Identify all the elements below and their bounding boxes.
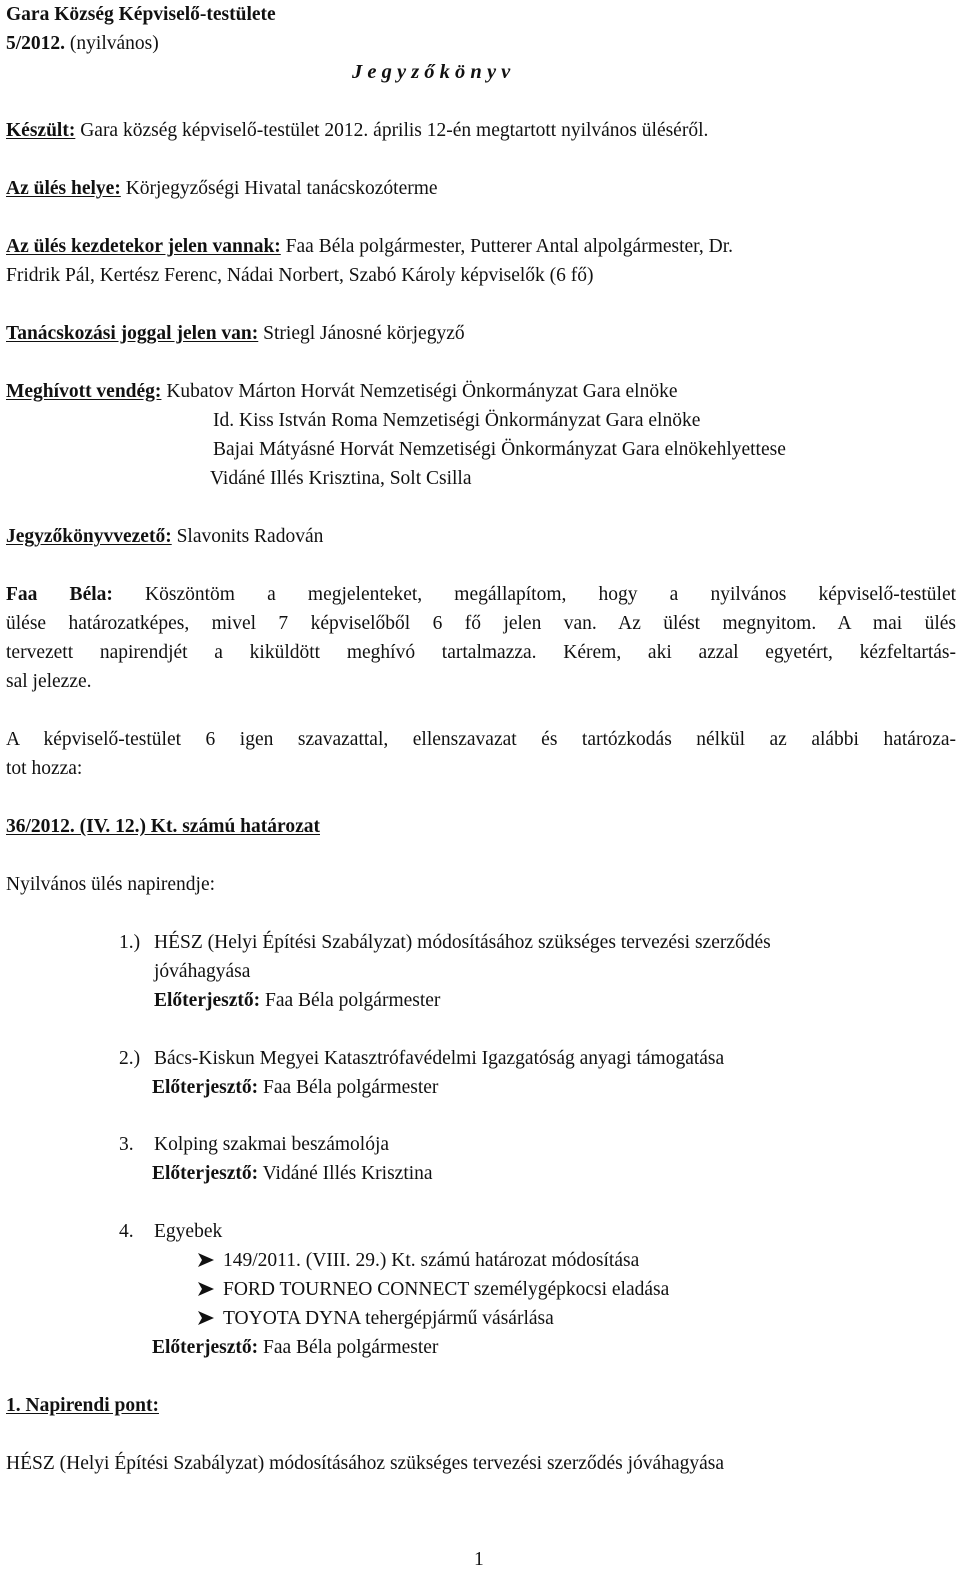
agenda-item-4-sub-1 — [197, 1246, 639, 1275]
sub-item-text: 149/2011. (VIII. 29.) Kt. számú határozat módosítása — [223, 1250, 640, 1271]
presenter-label: Előterjesztő: — [152, 1337, 259, 1358]
minutes-number-value: 5/2012. — [6, 33, 66, 54]
guests-label: Meghívott vendég: — [6, 381, 162, 402]
vote-line-1: A képviselő-testület 6 igen szavazattal, ellenszavazat és tartózkodás nélkül az alábbi határoza- — [6, 729, 956, 750]
guests-line-1 — [6, 377, 677, 406]
recorder-value: Slavonits Radován — [176, 526, 324, 547]
presenter-label: Előterjesztő: — [152, 1163, 259, 1184]
prepared-value: Gara község képviselő-testület 2012. április 12-én megtartott nyilvános üléséről. — [80, 120, 709, 141]
agenda-item-1-title-2: jóváhagyása — [154, 961, 251, 982]
agenda-item-4-sub-3 — [197, 1304, 554, 1333]
recorder-label: Jegyzőkönyvvezető: — [6, 526, 172, 547]
presenter-name: Faa Béla polgármester — [262, 1337, 439, 1358]
guest-1: Kubatov Márton Horvát Nemzetiségi Önkormányzat Gara elnöke — [166, 381, 678, 402]
agenda-item-1-presenter — [154, 986, 440, 1015]
presenter-label: Előterjesztő: — [152, 1077, 259, 1098]
agenda-item-4-title: Egyebek — [154, 1221, 223, 1242]
presenter-name: Vidáné Illés Krisztina — [262, 1163, 433, 1184]
resolution-title: 36/2012. (IV. 12.) Kt. számú határozat — [6, 816, 320, 837]
guest-4: Vidáné Illés Krisztina, Solt Csilla — [210, 468, 472, 489]
opening-line-2: ülése határozatképes, mivel 7 képviselőből 6 fő jelen van. Az ülést megnyitom. A mai ülés — [6, 613, 956, 634]
council-name: Gara Község Képviselő-testülete — [6, 4, 276, 25]
venue-label: Az ülés helye: — [6, 178, 121, 199]
prepared-label: Készült: — [6, 120, 76, 141]
presenter-label: Előterjesztő: — [154, 990, 261, 1011]
vote-line-2: tot hozza: — [6, 758, 83, 779]
agenda-heading: Nyilvános ülés napirendje: — [6, 874, 216, 895]
point-1-text: HÉSZ (Helyi Építési Szabályzat) módosításához szükséges tervezési szerződés jóváhagyása — [6, 1453, 725, 1474]
attendees-value-1: Faa Béla polgármester, Putterer Antal alpolgármester, Dr. — [285, 236, 734, 257]
agenda-item-3-title: Kolping szakmai beszámolója — [154, 1134, 390, 1155]
agenda-item-1-number: 1.) — [119, 932, 141, 953]
attendees-label: Az ülés kezdetekor jelen vannak: — [6, 236, 281, 257]
agenda-item-3-presenter — [152, 1159, 433, 1188]
minutes-type: (nyilvános) — [69, 33, 159, 54]
opening-line-1 — [6, 580, 956, 609]
arrowhead-bullet-icon — [197, 1281, 215, 1297]
arrowhead-bullet-icon — [197, 1310, 215, 1326]
agenda-item-4-number: 4. — [119, 1221, 134, 1242]
opening-speaker: Faa Béla: — [6, 584, 113, 605]
agenda-item-3-number: 3. — [119, 1134, 134, 1155]
opening-line-3: tervezett napirendjét a kiküldött meghívó tartalmazza. Kérem, aki azzal egyetért, kézfeltartás- — [6, 642, 956, 663]
arrowhead-bullet-icon — [197, 1252, 215, 1268]
presenter-name: Faa Béla polgármester — [264, 990, 441, 1011]
agenda-item-4-sub-2 — [197, 1275, 669, 1304]
venue-value: Körjegyzőségi Hivatal tanácskozóterme — [125, 178, 438, 199]
sub-item-text: TOYOTA DYNA tehergépjármű vásárlása — [223, 1308, 554, 1329]
point-1-heading: 1. Napirendi pont: — [6, 1395, 159, 1416]
attendees-line-2: Fridrik Pál, Kertész Ferenc, Nádai Norbert, Szabó Károly képviselők (6 fő) — [6, 265, 594, 286]
guest-3: Bajai Mátyásné Horvát Nemzetiségi Önkormányzat Gara elnökehlyettese — [213, 439, 786, 460]
sub-item-text: FORD TOURNEO CONNECT személygépkocsi eladása — [223, 1279, 670, 1300]
prepared-line — [6, 116, 708, 145]
agenda-item-2-number: 2.) — [119, 1048, 141, 1069]
venue-line — [6, 174, 438, 203]
minutes-number — [6, 29, 159, 58]
advisory-value: Striegl Jánosné körjegyző — [263, 323, 465, 344]
advisory-label: Tanácskozási joggal jelen van: — [6, 323, 259, 344]
advisory-line — [6, 319, 465, 348]
opening-text-1: Köszöntöm a megjelenteket, megállapítom, hogy a nyilvános képviselő-testület — [145, 584, 957, 605]
opening-line-4: sal jelezze. — [6, 671, 92, 692]
document-title: J e g y z ő k ö n y v — [352, 61, 511, 83]
page-number: 1 — [474, 1549, 484, 1570]
recorder-line — [6, 522, 323, 551]
agenda-item-1-title-1: HÉSZ (Helyi Építési Szabályzat) módosításához szükséges tervezési szerződés — [154, 932, 771, 953]
agenda-item-2-presenter — [152, 1073, 438, 1102]
agenda-item-4-presenter — [152, 1333, 438, 1362]
attendees-line-1 — [6, 232, 733, 261]
presenter-name: Faa Béla polgármester — [262, 1077, 439, 1098]
guest-2: Id. Kiss István Roma Nemzetiségi Önkormányzat Gara elnöke — [213, 410, 701, 431]
agenda-item-2-title: Bács-Kiskun Megyei Katasztrófavédelmi Igazgatóság anyagi támogatása — [154, 1048, 725, 1069]
